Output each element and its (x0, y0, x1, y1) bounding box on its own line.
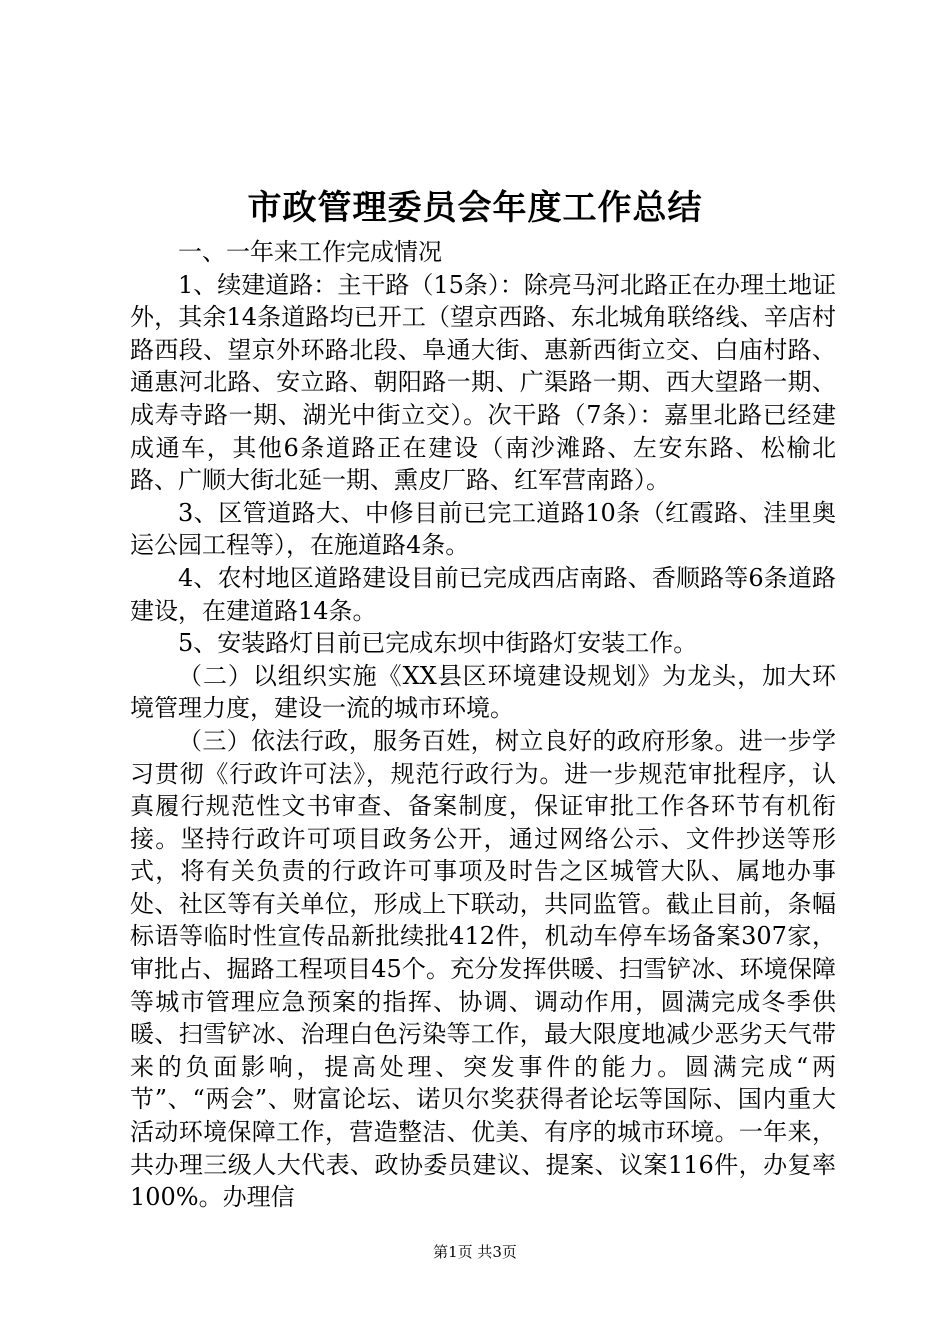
paragraph: 5、安装路灯目前已完成东坝中街路灯安装工作。 (178, 629, 698, 658)
document-body (130, 236, 836, 1214)
paragraph: （二）以组织实施《XX县区环境建设规划》为龙头，加大环境管理力度，建设一流的城市环境。 (130, 661, 836, 723)
paragraph: 1、续建道路：主干路（15条）：除亮马河北路正在办理土地证外，其余14条道路均已开工（望京西路、东北城角联络线、辛店村路西段、望京外环路北段、阜通大街、惠新西街立交、白庙村路、通惠河北路、安立路、朝阳路一期、广渠路一期、西大望路一期、成寿寺路一期、湖光中街立交）。次干路（7条）：嘉里北路已经建成通车，其他6条道路正在建设（南沙滩路、左安东路、松榆北路、广顺大街北延一期、熏皮厂路、红军营南路）。 (130, 270, 836, 495)
paragraph: 3、区管道路大、中修目前已完工道路10条（红霞路、洼里奥运公园工程等），在施道路4条。 (130, 498, 836, 560)
document-title: 市政管理委员会年度工作总结 (247, 188, 703, 228)
paragraph: （三）依法行政，服务百姓，树立良好的政府形象。进一步学习贯彻《行政许可法》，规范行政行为。进一步规范审批程序，认真履行规范性文书审查、备案制度，保证审批工作各环节有机衔接。坚持行政许可项目政务公开，通过网络公示、文件抄送等形式，将有关负责的行政许可事项及时告之区城管大队、属地办事处、社区等有关单位，形成上下联动，共同监管。截止目前，条幅标语等临时性宣传品新批续批412件，机动车停车场备案307家，审批占、掘路工程项目45个。充分发挥供暖、扫雪铲冰、环境保障等城市管理应急预案的指挥、协调、调动作用，圆满完成冬季供暖、扫雪铲冰、治理白色污染等工作，最大限度地减少恶劣天气带来的负面影响，提高处理、突发事件的能力。圆满完成“两节”、“两会”、财富论坛、诺贝尔奖获得者论坛等国际、国内重大活动环境保障工作，营造整洁、优美、有序的城市环境。一年来，共办理三级人大代表、政协委员建议、提案、议案116件，办复率100%。办理信 (130, 726, 836, 1212)
paragraph: 4、农村地区道路建设目前已完成西店南路、香顺路等6条道路建设，在建道路14条。 (130, 563, 836, 625)
page-footer: 第1页 共3页 (433, 1243, 517, 1261)
section-heading: 一、一年来工作完成情况 (178, 238, 442, 266)
